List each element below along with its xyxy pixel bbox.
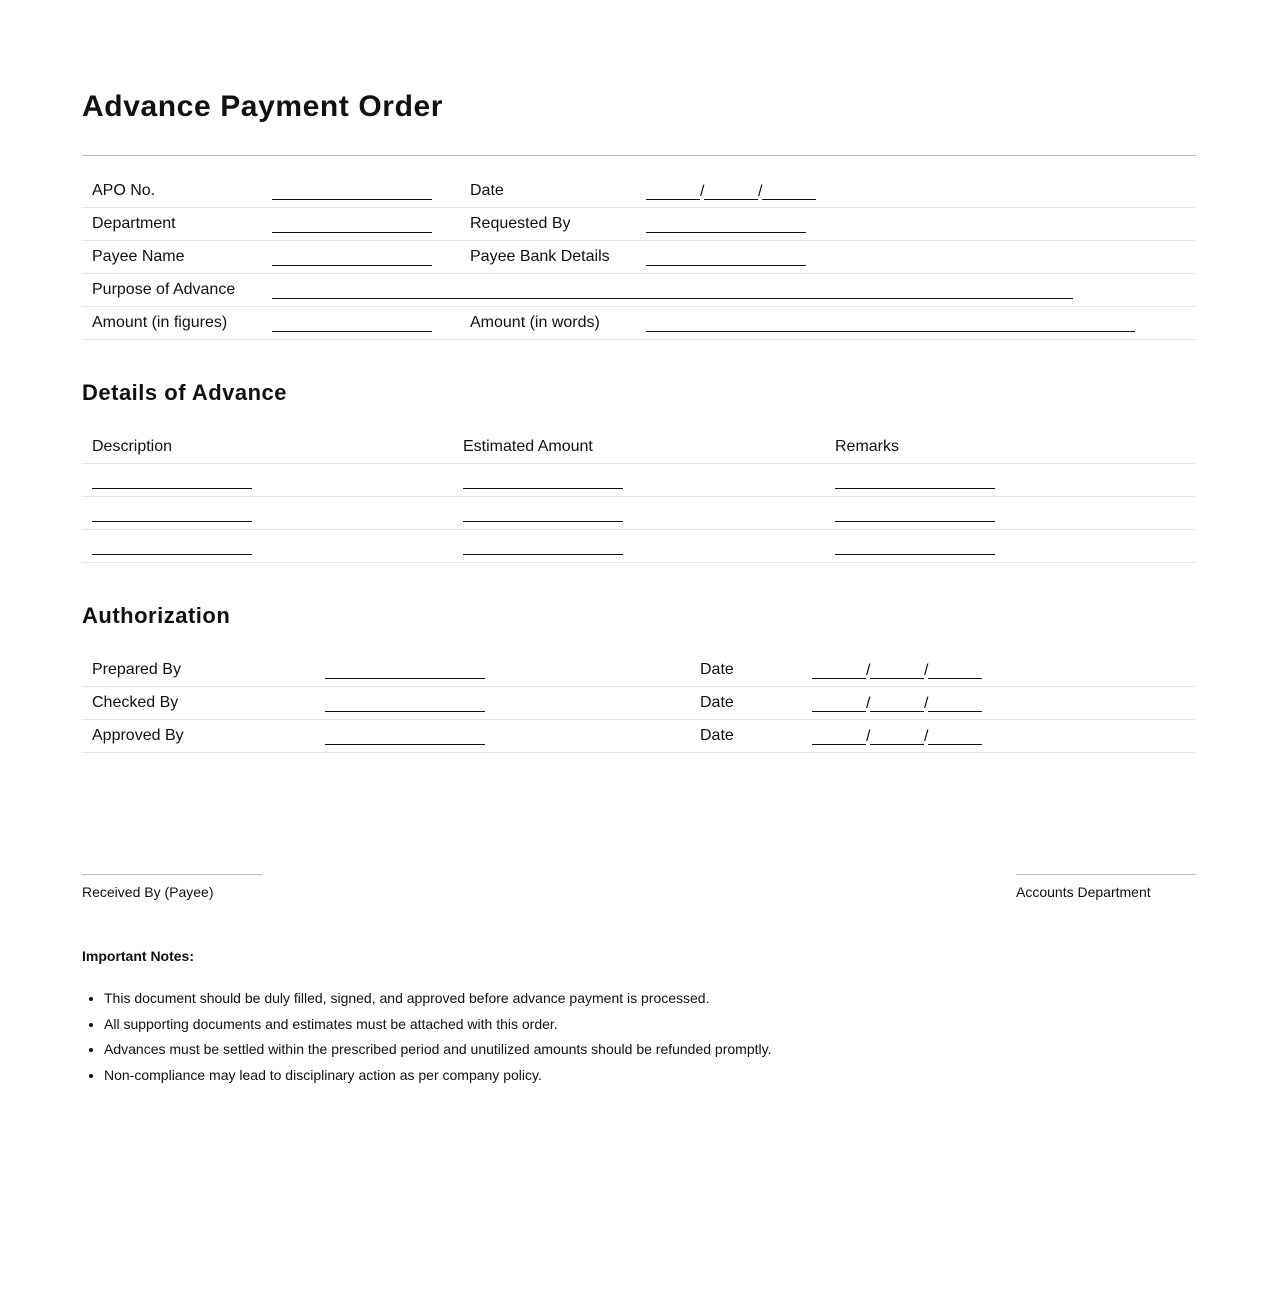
- checked-date-label: Date: [700, 694, 734, 711]
- checked-date-field[interactable]: / /: [812, 696, 982, 712]
- description-field[interactable]: [92, 488, 252, 489]
- row-purpose: [82, 274, 1196, 307]
- requested-by-label: Requested By: [470, 215, 571, 232]
- date-label: Date: [470, 182, 504, 199]
- department-label: Department: [92, 215, 176, 232]
- amount-figures-field[interactable]: [272, 331, 432, 332]
- header-fields: [82, 175, 1196, 340]
- purpose-label: Purpose of Advance: [92, 281, 236, 298]
- remarks-field[interactable]: [835, 521, 995, 522]
- details-header-row: [82, 431, 1196, 464]
- approved-date-label: Date: [700, 727, 734, 744]
- table-row: [82, 497, 1196, 530]
- amount-words-label: Amount (in words): [470, 314, 600, 331]
- row-apo-date: [82, 175, 1196, 208]
- department-field[interactable]: [272, 232, 432, 233]
- estimated-amount-field[interactable]: [463, 554, 623, 555]
- requested-by-field[interactable]: [646, 232, 806, 233]
- details-heading: Details of Advance: [82, 380, 288, 405]
- apo-no-field[interactable]: [272, 199, 432, 200]
- authorization-table: [82, 654, 1196, 753]
- notes-title: Important Notes:: [82, 948, 194, 964]
- amount-figures-label: Amount (in figures): [92, 314, 228, 331]
- prepared-by-field[interactable]: [325, 678, 485, 679]
- checked-by-label: Checked By: [92, 694, 179, 711]
- payee-name-label: Payee Name: [92, 248, 185, 265]
- remarks-field[interactable]: [835, 488, 995, 489]
- checked-by-field[interactable]: [325, 711, 485, 712]
- list-item: • Advances must be settled within the prescribed period and unutilized amounts should be refunded promptly.: [104, 1039, 771, 1065]
- signature-received-by[interactable]: [82, 874, 262, 900]
- row-department-requested: [82, 208, 1196, 241]
- approved-by-label: Approved By: [92, 727, 184, 744]
- payee-bank-label: Payee Bank Details: [470, 248, 610, 265]
- signature-accounts-department[interactable]: [1016, 874, 1196, 900]
- authorization-heading: Authorization: [82, 603, 231, 628]
- description-field[interactable]: [92, 554, 252, 555]
- details-table: [82, 431, 1196, 563]
- column-header-description: Description: [92, 438, 173, 455]
- estimated-amount-field[interactable]: [463, 521, 623, 522]
- table-row: [82, 464, 1196, 497]
- payee-bank-field[interactable]: [646, 265, 806, 266]
- list-item: • All supporting documents and estimates must be attached with this order.: [104, 1014, 771, 1040]
- date-field[interactable]: / /: [646, 184, 816, 200]
- row-payee: [82, 241, 1196, 274]
- column-header-estimated-amount: Estimated Amount: [463, 438, 593, 455]
- approved-date-field[interactable]: / /: [812, 729, 982, 745]
- payee-name-field[interactable]: [272, 265, 432, 266]
- signature-label-accounts: Accounts Department: [1016, 884, 1151, 900]
- column-header-remarks: Remarks: [835, 438, 900, 455]
- authorization-row: [82, 720, 1196, 753]
- signature-line: [82, 874, 262, 875]
- amount-words-field[interactable]: [646, 331, 1135, 332]
- signature-label-received-by: Received By (Payee): [82, 884, 214, 900]
- apo-no-label: APO No.: [92, 182, 156, 199]
- authorization-row: [82, 654, 1196, 687]
- prepared-by-label: Prepared By: [92, 661, 181, 678]
- list-item: • This document should be duly filled, signed, and approved before advance payment is processed.: [104, 988, 771, 1014]
- list-item: • Non-compliance may lead to disciplinary action as per company policy.: [104, 1065, 771, 1091]
- description-field[interactable]: [92, 521, 252, 522]
- signature-line: [1016, 874, 1196, 875]
- row-amount: [82, 307, 1196, 340]
- purpose-field[interactable]: [272, 298, 1073, 299]
- approved-by-field[interactable]: [325, 744, 485, 745]
- page-title: Advance Payment Order: [82, 90, 444, 123]
- title-divider: [82, 155, 1196, 156]
- estimated-amount-field[interactable]: [463, 488, 623, 489]
- prepared-date-field[interactable]: / /: [812, 663, 982, 679]
- table-row: [82, 530, 1196, 563]
- notes-list: [82, 988, 771, 1090]
- prepared-date-label: Date: [700, 661, 734, 678]
- authorization-row: [82, 687, 1196, 720]
- remarks-field[interactable]: [835, 554, 995, 555]
